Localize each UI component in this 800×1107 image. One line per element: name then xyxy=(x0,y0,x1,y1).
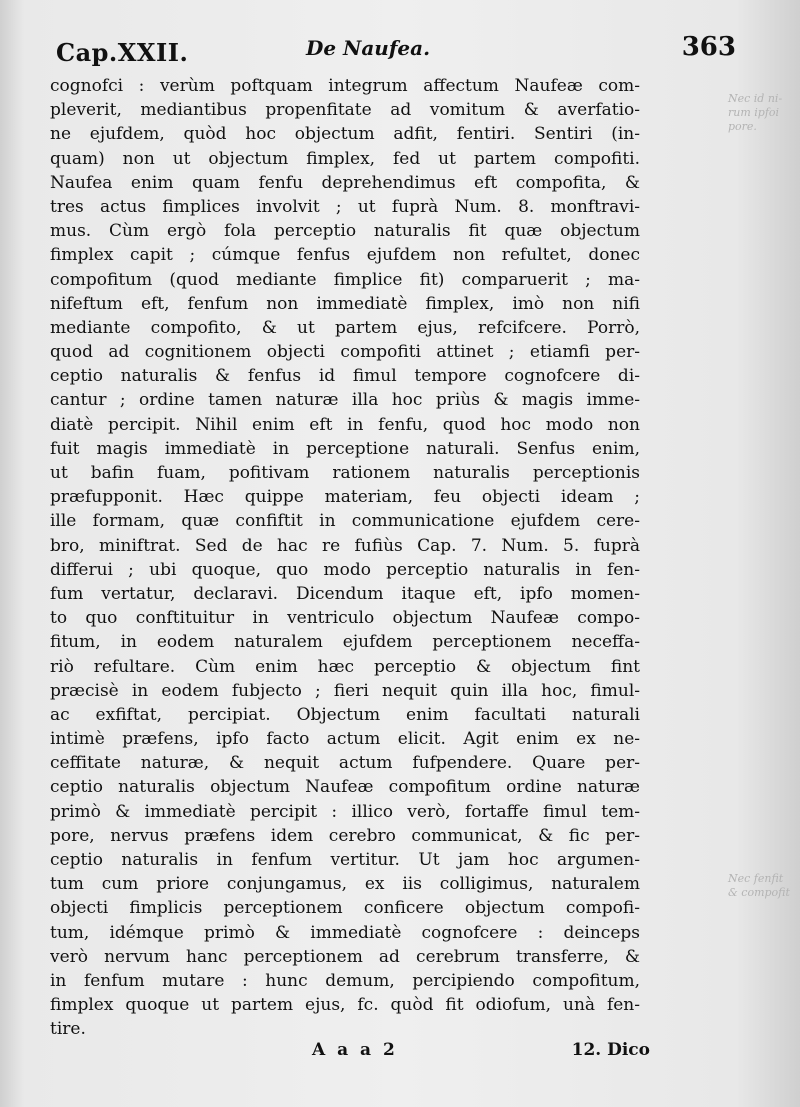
page-number: 363 xyxy=(681,32,736,62)
bleed-through-middle xyxy=(728,872,796,900)
text-line: tire. xyxy=(50,1019,86,1040)
text-line: fimplex capit ; cúmque fenfus ejufdem non refultet, donec xyxy=(50,245,640,266)
text-line: tum, idémque primò & immediatè cognofcere : deinceps xyxy=(50,922,640,943)
bleed-line: rum ipfoi xyxy=(728,106,780,119)
text-line: quod ad cognitionem objecti compofiti attinet ; etiamfi per- xyxy=(50,342,640,363)
text-line: verò nervum hanc perceptionem ad cerebrum transferre, & xyxy=(50,946,640,967)
text-line: objecti fimplicis perceptionem conficere objectum compofi- xyxy=(50,898,640,919)
text-line: mediante compofito, & ut partem ejus, refcifcere. Porrò, xyxy=(50,317,640,338)
text-line: fuit magis immediatè in perceptione naturali. Senfus enim, xyxy=(50,438,640,459)
body-text xyxy=(50,74,640,1042)
text-line: præcisè in eodem fubjecto ; fieri nequit quin illa hoc, fimul- xyxy=(50,680,640,701)
text-line: ceptio naturalis & fenfus id fimul tempore cognofcere di- xyxy=(50,366,640,387)
text-line: diatè percipit. Nihil enim eft in fenfu, quod hoc modo non xyxy=(50,414,640,435)
bleed-through-top xyxy=(728,92,796,134)
chapter-heading: Cap.XXII. xyxy=(56,38,189,67)
signature-mark: A a a 2 xyxy=(312,1040,398,1060)
text-line: mus. Cùm ergò fola perceptio naturalis fit quæ objectum xyxy=(50,221,640,242)
text-line: ne ejufdem, quòd hoc objectum adfit, fentiri. Sentiri (in- xyxy=(50,124,640,145)
text-line: fum vertatur, declaravi. Dicendum itaque eft, ipfo momen- xyxy=(50,583,640,604)
text-line: ille formam, quæ confiftit in communicatione ejufdem cere- xyxy=(50,511,640,532)
running-header xyxy=(56,30,736,70)
text-line: differui ; ubi quoque, quo modo perceptio naturalis in fen- xyxy=(50,559,640,580)
page-footer xyxy=(50,1040,650,1070)
text-line: Naufea enim quam fenfu deprehendimus eft compofita, & xyxy=(50,172,640,193)
text-line: cantur ; ordine tamen naturæ illa hoc priùs & magis imme- xyxy=(50,390,640,411)
text-line: ceffitate naturæ, & nequit actum fufpendere. Quare per- xyxy=(50,753,640,774)
text-line: quam) non ut objectum fimplex, fed ut partem compofiti. xyxy=(50,148,640,169)
text-line: in fenfum mutare : hunc demum, percipiendo compofitum, xyxy=(50,970,640,991)
text-line: pore, nervus præfens idem cerebro communicat, & fic per- xyxy=(50,825,640,846)
text-line: compofitum (quod mediante fimplice fit) comparuerit ; ma- xyxy=(50,269,640,290)
text-line: fimplex quoque ut partem ejus, fc. quòd fit odiofum, unà fen- xyxy=(50,995,640,1016)
text-line: ac exfiftat, percipiat. Objectum enim facultati naturali xyxy=(50,704,640,725)
text-line: to quo conftituitur in ventriculo objectum Naufeæ compo- xyxy=(50,608,640,629)
running-title: De Naufea. xyxy=(306,36,431,60)
bleed-line: & compofit xyxy=(728,886,790,899)
bleed-line: pore. xyxy=(728,120,757,133)
bleed-line: Nec id ni- xyxy=(728,92,783,105)
text-line: ut bafin fuam, pofitivam rationem naturalis perceptionis xyxy=(50,463,640,483)
text-line: ceptio naturalis in fenfum vertitur. Ut jam hoc argumen- xyxy=(50,850,640,870)
text-line: tres actus fimplices involvit ; ut fuprà Num. 8. monftravi- xyxy=(50,196,640,217)
text-line: riò refultare. Cùm enim hæc perceptio & objectum fint xyxy=(50,656,640,677)
text-line: fitum, in eodem naturalem ejufdem perceptionem neceffa- xyxy=(50,632,640,653)
text-line: ceptio naturalis objectum Naufeæ compofitum ordine naturæ xyxy=(50,777,640,798)
text-line: bro, miniftrat. Sed de hac re fufiùs Cap. 7. Num. 5. fuprà xyxy=(50,535,640,556)
bleed-line: Nec fenfit xyxy=(728,872,784,885)
text-line: cognofci : verùm poftquam integrum affectum Naufeæ com- xyxy=(50,76,640,96)
text-line: tum cum priore conjungamus, ex iis colligimus, naturalem xyxy=(50,874,640,895)
text-line: pleverit, mediantibus propenfitate ad vomitum & averfatio- xyxy=(50,100,640,121)
text-line: nifeftum eft, fenfum non immediatè fimplex, imò non nifi xyxy=(50,293,640,314)
text-line: præfupponit. Hæc quippe materiam, feu objecti ideam ; xyxy=(50,487,640,508)
text-line: primò & immediatè percipit : illico verò, fortaffe fimul tem- xyxy=(50,801,640,822)
text-line: intimè præfens, ipfo facto actum elicit. Agit enim ex ne- xyxy=(50,729,640,750)
catchword: 12. Dico xyxy=(571,1040,650,1060)
